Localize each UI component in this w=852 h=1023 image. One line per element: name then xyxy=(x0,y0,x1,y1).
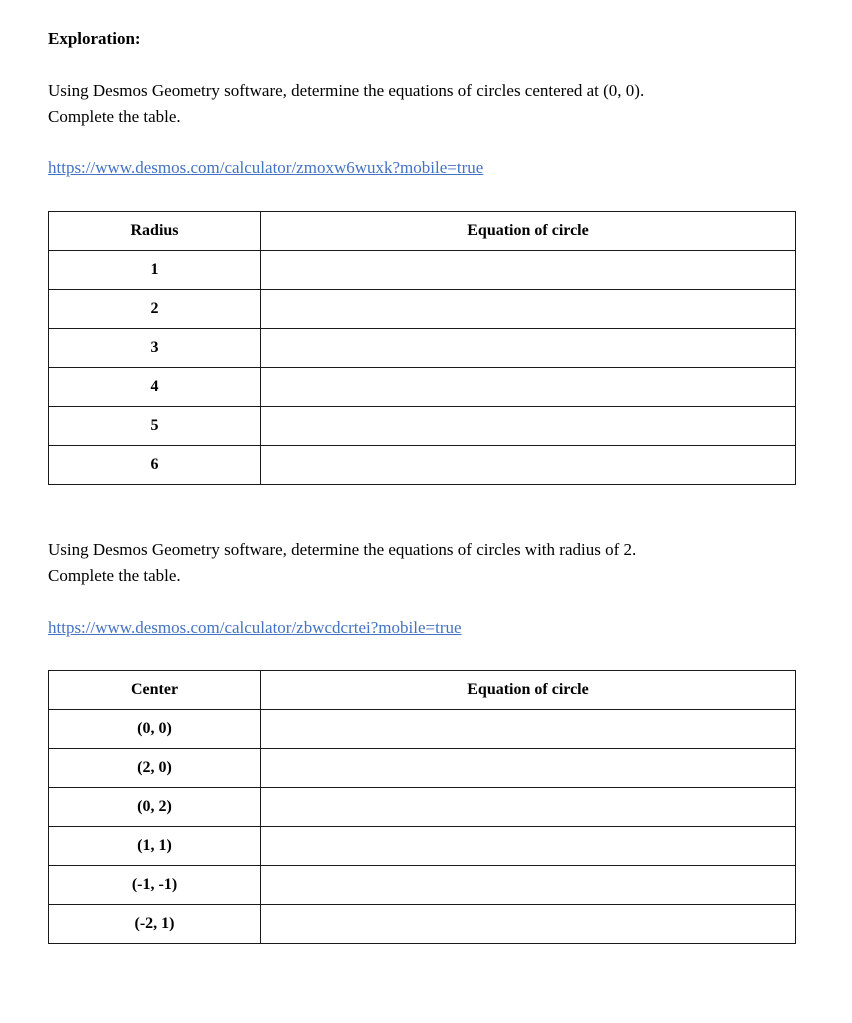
section-spacer xyxy=(48,485,795,537)
desmos-link-center[interactable]: https://www.desmos.com/calculator/zbwcdcrtei?mobile=true xyxy=(48,618,462,637)
radius-value-cell: 4 xyxy=(49,368,261,407)
equation-blank-cell[interactable] xyxy=(261,749,796,788)
link-line-section2 xyxy=(48,615,795,642)
equation-blank-cell[interactable] xyxy=(261,251,796,290)
page-title: Exploration: xyxy=(48,29,141,48)
center-table-header-center: Center xyxy=(49,671,261,710)
center-value-cell: (1, 1) xyxy=(49,827,261,866)
table-row xyxy=(49,446,796,485)
instructions-section1-line1: Using Desmos Geometry software, determine the equations of circles centered at (0, 0). xyxy=(48,81,645,100)
instructions-section1 xyxy=(48,78,795,130)
table-row xyxy=(49,329,796,368)
center-table xyxy=(48,670,796,944)
table-row xyxy=(49,905,796,944)
table-row xyxy=(49,407,796,446)
radius-table xyxy=(48,211,796,485)
link-line-section1 xyxy=(48,155,795,182)
center-value-cell: (0, 2) xyxy=(49,788,261,827)
equation-blank-cell[interactable] xyxy=(261,329,796,368)
radius-value-cell: 3 xyxy=(49,329,261,368)
equation-blank-cell[interactable] xyxy=(261,368,796,407)
table-row xyxy=(49,368,796,407)
equation-blank-cell[interactable] xyxy=(261,710,796,749)
equation-blank-cell[interactable] xyxy=(261,290,796,329)
table-row xyxy=(49,788,796,827)
table-row xyxy=(49,290,796,329)
equation-blank-cell[interactable] xyxy=(261,905,796,944)
instructions-section2-line1: Using Desmos Geometry software, determine the equations of circles with radius of 2. xyxy=(48,540,637,559)
equation-blank-cell[interactable] xyxy=(261,866,796,905)
equation-blank-cell[interactable] xyxy=(261,827,796,866)
radius-table-header-equation: Equation of circle xyxy=(261,212,796,251)
center-value-cell: (2, 0) xyxy=(49,749,261,788)
center-table-header-equation: Equation of circle xyxy=(261,671,796,710)
center-value-cell: (-1, -1) xyxy=(49,866,261,905)
center-value-cell: (-2, 1) xyxy=(49,905,261,944)
instructions-section2-line2: Complete the table. xyxy=(48,566,181,585)
instructions-section1-line2: Complete the table. xyxy=(48,107,181,126)
table-row xyxy=(49,866,796,905)
radius-value-cell: 5 xyxy=(49,407,261,446)
table-row xyxy=(49,749,796,788)
equation-blank-cell[interactable] xyxy=(261,788,796,827)
equation-blank-cell[interactable] xyxy=(261,446,796,485)
radius-table-header-row xyxy=(49,212,796,251)
radius-table-header-radius: Radius xyxy=(49,212,261,251)
desmos-link-radius[interactable]: https://www.desmos.com/calculator/zmoxw6wuxk?mobile=true xyxy=(48,158,484,177)
table-row xyxy=(49,710,796,749)
center-table-header-row xyxy=(49,671,796,710)
equation-blank-cell[interactable] xyxy=(261,407,796,446)
radius-value-cell: 2 xyxy=(49,290,261,329)
instructions-section2 xyxy=(48,537,795,589)
table-row xyxy=(49,827,796,866)
radius-value-cell: 6 xyxy=(49,446,261,485)
center-value-cell: (0, 0) xyxy=(49,710,261,749)
table-row xyxy=(49,251,796,290)
radius-value-cell: 1 xyxy=(49,251,261,290)
